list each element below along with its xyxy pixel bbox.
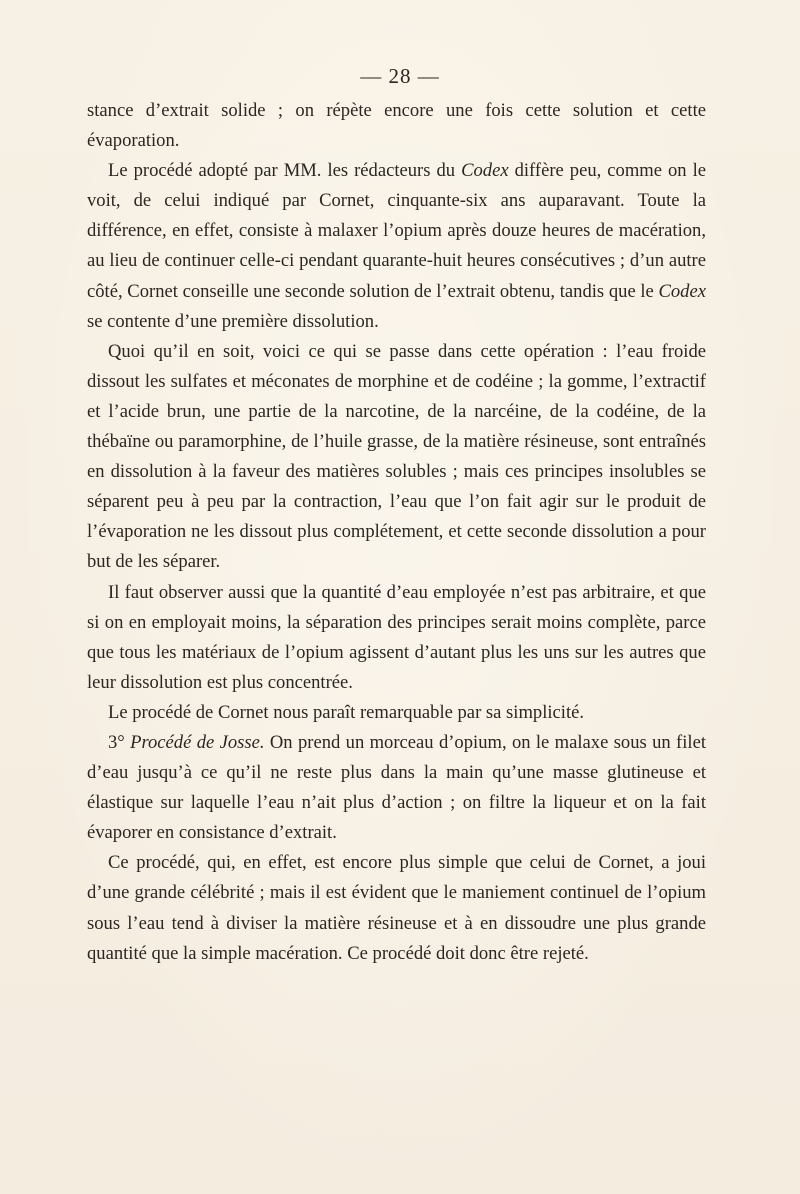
paragraph-text: On prend un morceau d’opium, on le malaxe sous un filet d’eau jusqu’à ce qu’il ne reste plus dans la main qu’une masse glutineuse et élastique sur laquelle l’eau n’ait plus d’action ; on filtre la liqueur et on la fait évaporer en consistance d’extrait. (87, 731, 707, 844)
paragraph (87, 848, 706, 968)
paragraph-text: 3° (108, 731, 131, 753)
paragraph-text: Ce procédé, qui, en effet, est encore plus simple que celui de Cornet, a joui d’une grande célébrité ; mais il est évident que le maniement continuel de l’opium sous l’eau tend à diviser la matière résineuse et à en dissoudre une plus grande quantité que la simple macération. Ce procédé doit donc être rejeté. (87, 852, 706, 964)
paragraph-text: Le procédé de Cornet nous paraît remarquable par sa simplicité. (108, 701, 585, 723)
paragraph (87, 728, 706, 848)
paragraph-text: Le procédé adopté par MM. les rédacteurs du (108, 160, 462, 182)
paragraph-text: Quoi qu’il en soit, voici ce qui se passe dans cette opération : l’eau froide dissout les sulfates et méconates de morphine et de codéine ; la gomme, l’extractif et l’acide brun, une partie de la narcotine, de la narcéine, de la codéine, de la thébaïne ou paramorphine, de l’huile grasse, de la matière résineuse, sont entraînés en dissolution à la faveur des matières solubles ; mais ces principes insolubles se séparent peu à peu par la contraction, l’eau que l’on fait agir sur le produit de l’évaporation ne les dissout plus complétement, et cette seconde dissolution a pour but de les séparer. (87, 340, 706, 573)
page-number: — 28 — (360, 64, 440, 88)
paragraph (87, 578, 706, 698)
paragraph-text: Il faut observer aussi que la quantité d’eau employée n’est pas arbitraire, et que si on en employait moins, la séparation des principes serait moins complète, parce que tous les matériaux de l’opium agissent d’autant plus les uns sur les autres que leur dissolution est plus concentrée. (87, 581, 706, 693)
paragraph-text: se contente d’une première dissolution. (87, 310, 379, 332)
italic-term: Codex (461, 160, 509, 182)
paragraph (87, 156, 706, 337)
italic-heading: Procédé de Josse. (130, 731, 265, 753)
paragraph (87, 96, 706, 156)
paragraph-text: stance d’extrait solide ; on répète encore une fois cette solution et cette évaporation. (87, 100, 706, 152)
paragraph (87, 337, 706, 578)
italic-term: Codex (658, 280, 706, 302)
paragraph (87, 698, 706, 728)
paragraph-text: diffère peu, comme on le voit, de celui indiqué par Cornet, cinquante-six ans auparavant. Toute la différence, en effet, consiste à malaxer l’opium après douze heures de macération, au lieu de continuer celle-ci pendant quarante-huit heures consécutives ; d’un autre côté, Cornet conseille une seconde solution de l’extrait obtenu, tandis que le (87, 160, 707, 302)
body-text (87, 96, 706, 969)
